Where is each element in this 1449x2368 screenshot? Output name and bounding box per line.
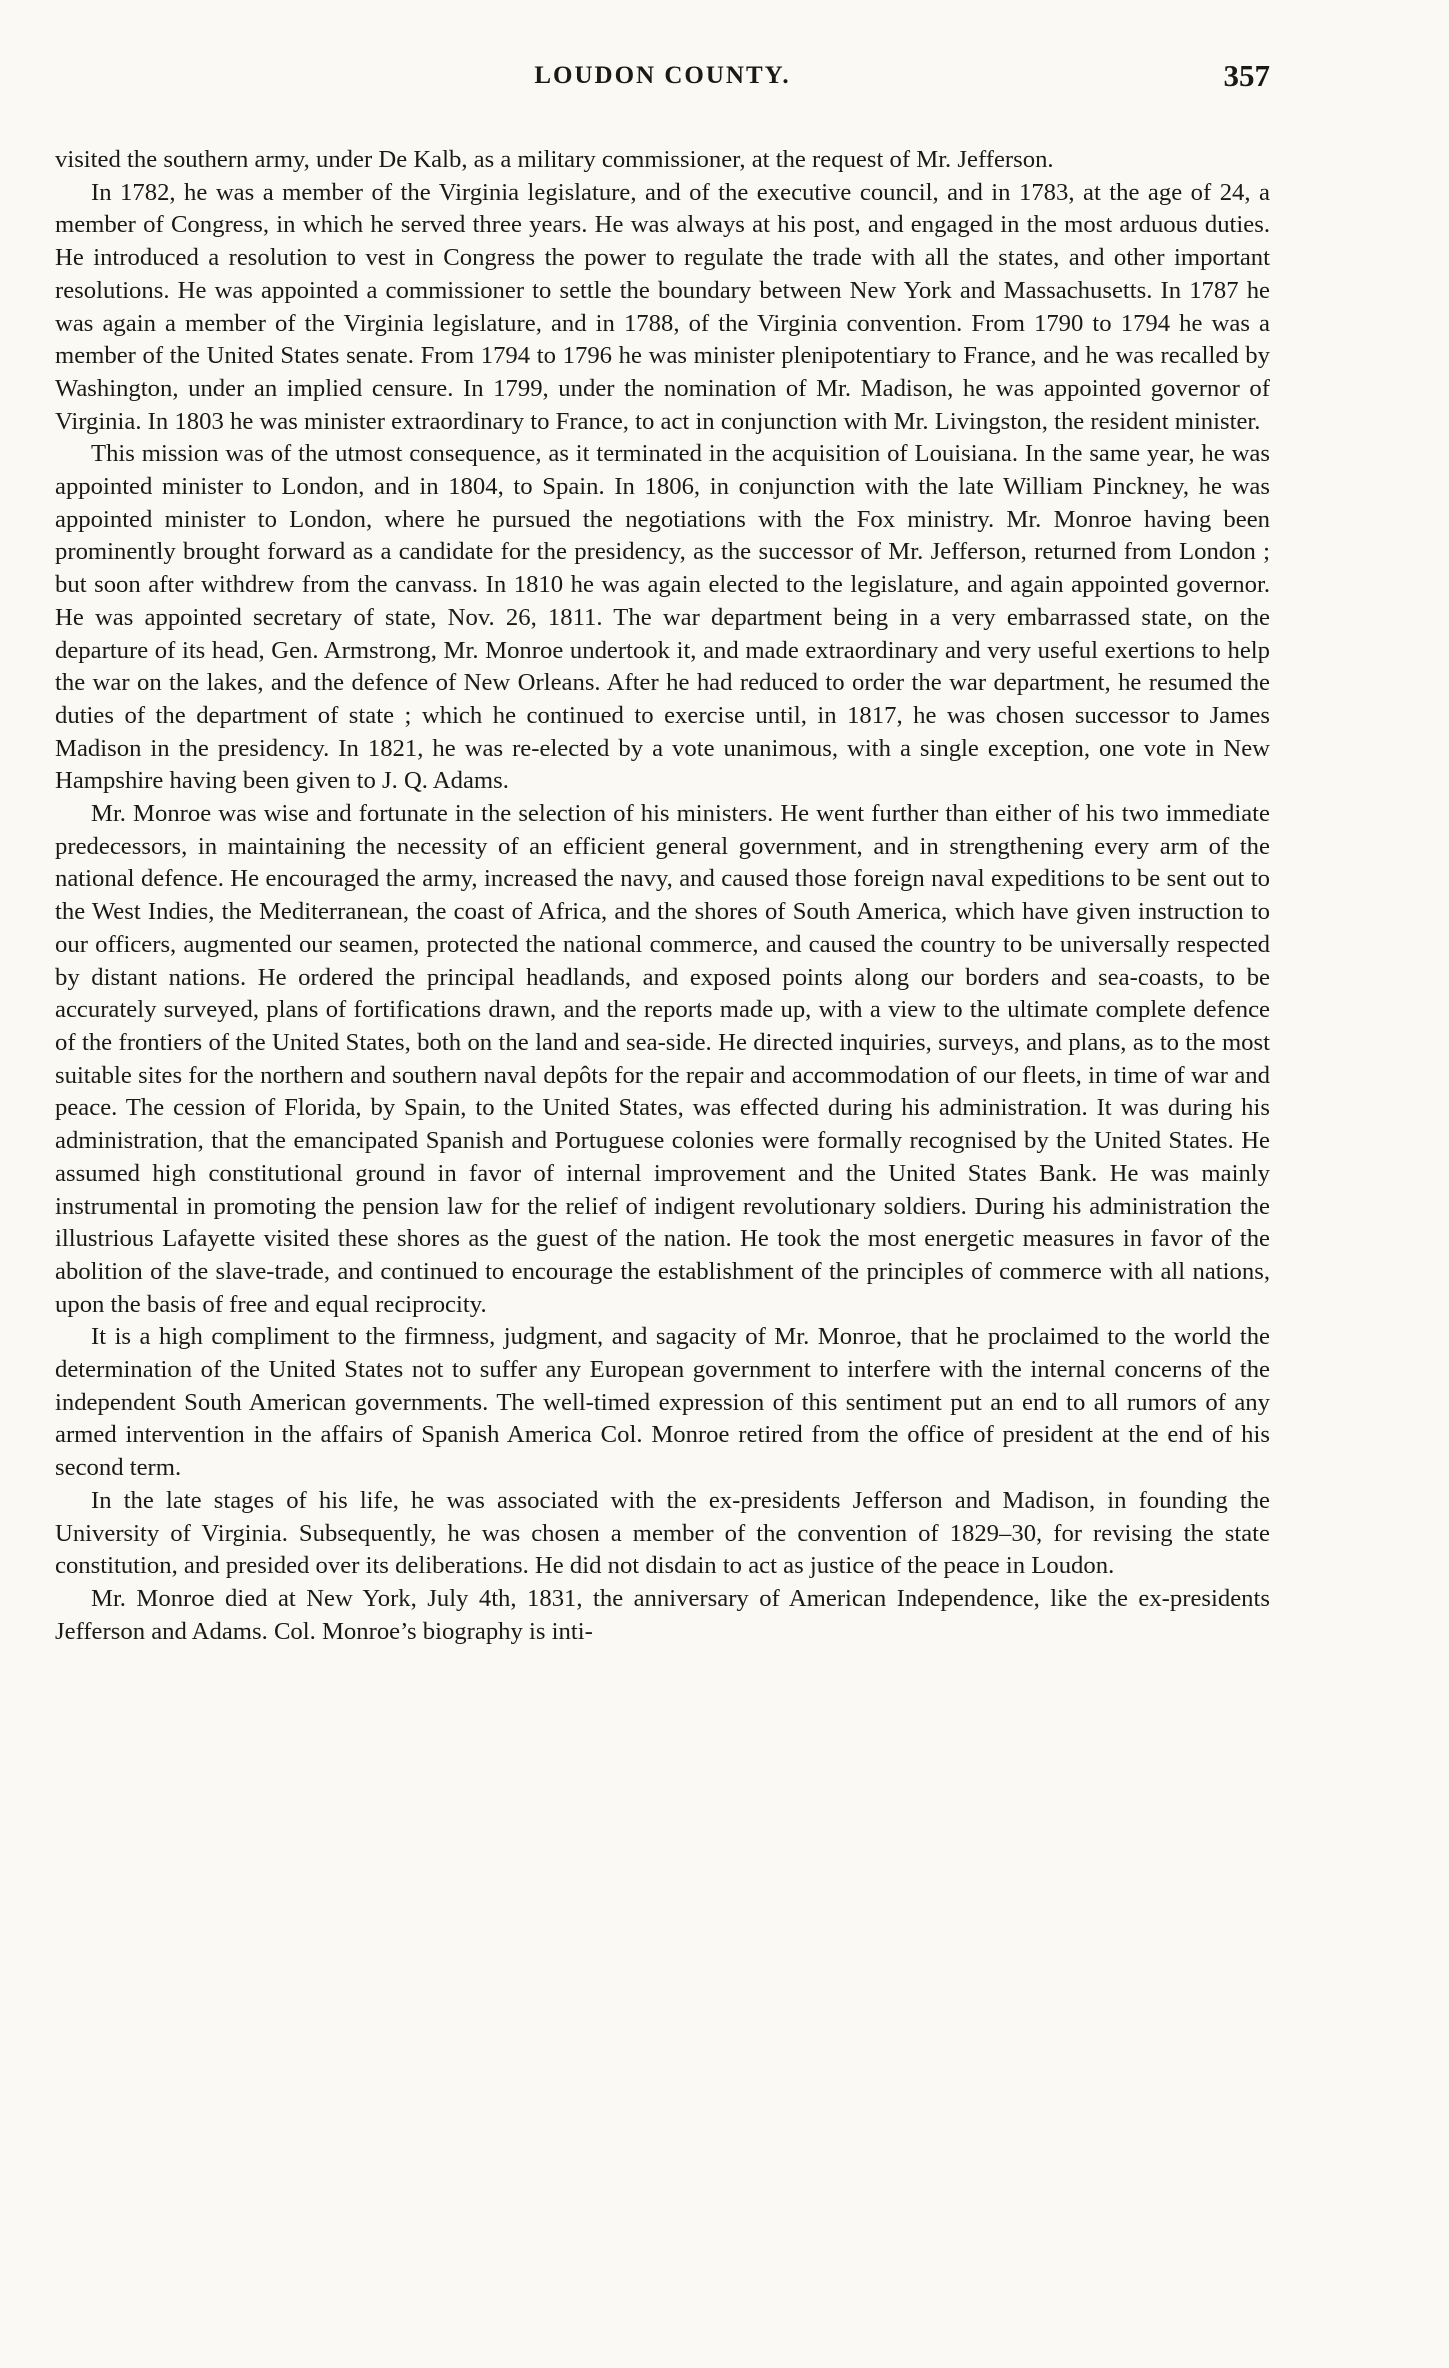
paragraph-death: Mr. Monroe died at New York, July 4th, 1831, the anniversary of American Independence, like the ex-presidents Jefferson and Adams. Col. Monroe’s biography is inti-	[55, 1584, 1270, 1645]
paragraph-later-life: In the late stages of his life, he was associated with the ex-presidents Jefferson and Madison, in founding the University of Virginia. Subsequently, he was chosen a member of the convention of 1829–30, for revising the state constitution, and presided over its deliberations. He did not disdain to act as justice of the peace in Loudon.	[55, 1486, 1270, 1580]
paragraph-early-career: In 1782, he was a member of the Virginia legislature, and of the executive council, and in 1783, at the age of 24, a member of Congress, in which he served three years. He was always at his post, and engaged in the most arduous duties. He introduced a resolution to vest in Congress the power to regulate the trade with all the states, and other important resolutions. He was appointed a commissioner to settle the boundary between New York and Massachusetts. In 1787 he was again a member of the Virginia legislature, and in 1788, of the Virginia convention. From 1790 to 1794 he was a member of the United States senate. From 1794 to 1796 he was minister plenipotentiary to France, and he was recalled by Washington, under an implied censure. In 1799, under the nomination of Mr. Madison, he was appointed governor of Virginia. In 1803 he was minister extraordinary to France, to act in conjunction with Mr. Livingston, the resident minister.	[55, 178, 1270, 435]
running-head	[55, 58, 1270, 98]
paragraph-louisiana-mission: This mission was of the utmost consequence, as it terminated in the acquisition of Louisiana. In the same year, he was appointed minister to London, and in 1804, to Spain. In 1806, in conjunction with the late William Pinckney, he was appointed minister to London, where he pursued the negotiations with the Fox ministry. Mr. Monroe having been prominently brought forward as a candidate for the presidency, as the successor of Mr. Jefferson, returned from London ; but soon after withdrew from the canvass. In 1810 he was again elected to the legislature, and again appointed governor. He was appointed secretary of state, Nov. 26, 1811. The war department being in a very embarrassed state, on the departure of its head, Gen. Armstrong, Mr. Monroe undertook it, and made extraordinary and very useful exertions to help the war on the lakes, and the defence of New Orleans. After he had reduced to order the war department, he resumed the duties of the department of state ; which he continued to exercise until, in 1817, he was chosen successor to James Madison in the presidency. In 1821, he was re-elected by a vote unanimous, with a single exception, one vote in New Hampshire having been given to J. Q. Adams.	[55, 440, 1270, 795]
paragraph-monroe-doctrine: It is a high compliment to the firmness, judgment, and sagacity of Mr. Monroe, that he proclaimed to the world the determination of the United States not to suffer any European government to interfere with the internal concerns of the independent South American governments. The well-timed expression of this sentiment put an end to all rumors of any armed intervention in the affairs of Spanish America Col. Monroe retired from the office of president at the end of his second term.	[55, 1323, 1270, 1482]
paragraph-presidency: Mr. Monroe was wise and fortunate in the selection of his ministers. He went further than either of his two immediate predecessors, in maintaining the necessity of an efficient general government, and in strengthening every arm of the national defence. He encouraged the army, increased the navy, and caused those foreign naval expeditions to be sent out to the West Indies, the Mediterranean, the coast of Africa, and the shores of South America, which have given instruction to our officers, augmented our seamen, protected the national commerce, and caused the country to be universally respected by distant nations. He ordered the principal headlands, and exposed points along our borders and sea-coasts, to be accurately surveyed, plans of fortifications drawn, and the reports made up, with a view to the ultimate complete defence of the frontiers of the United States, both on the land and sea-side. He directed inquiries, surveys, and plans, as to the most suitable sites for the northern and southern naval depôts for the repair and accommodation of our fleets, in time of war and peace. The cession of Florida, by Spain, to the United States, was effected during his administration. It was during his administration, that the emancipated Spanish and Portuguese colonies were formally recognised by the United States. He assumed high constitutional ground in favor of internal improvement and the United States Bank. He was mainly instrumental in promoting the pension law for the relief of indigent revolutionary soldiers. During his administration the illustrious Lafayette visited these shores as the guest of the nation. He took the most energetic measures in favor of the abolition of the slave-trade, and continued to encourage the establishment of the principles of commerce with all nations, upon the basis of free and equal reciprocity.	[55, 800, 1270, 1318]
page-number: 357	[1223, 58, 1270, 93]
body-text	[55, 144, 1270, 1648]
paragraph-continuation: visited the southern army, under De Kalb, as a military commissioner, at the request of Mr. Jefferson.	[55, 146, 1054, 173]
running-title: LOUDON COUNTY.	[534, 62, 791, 89]
